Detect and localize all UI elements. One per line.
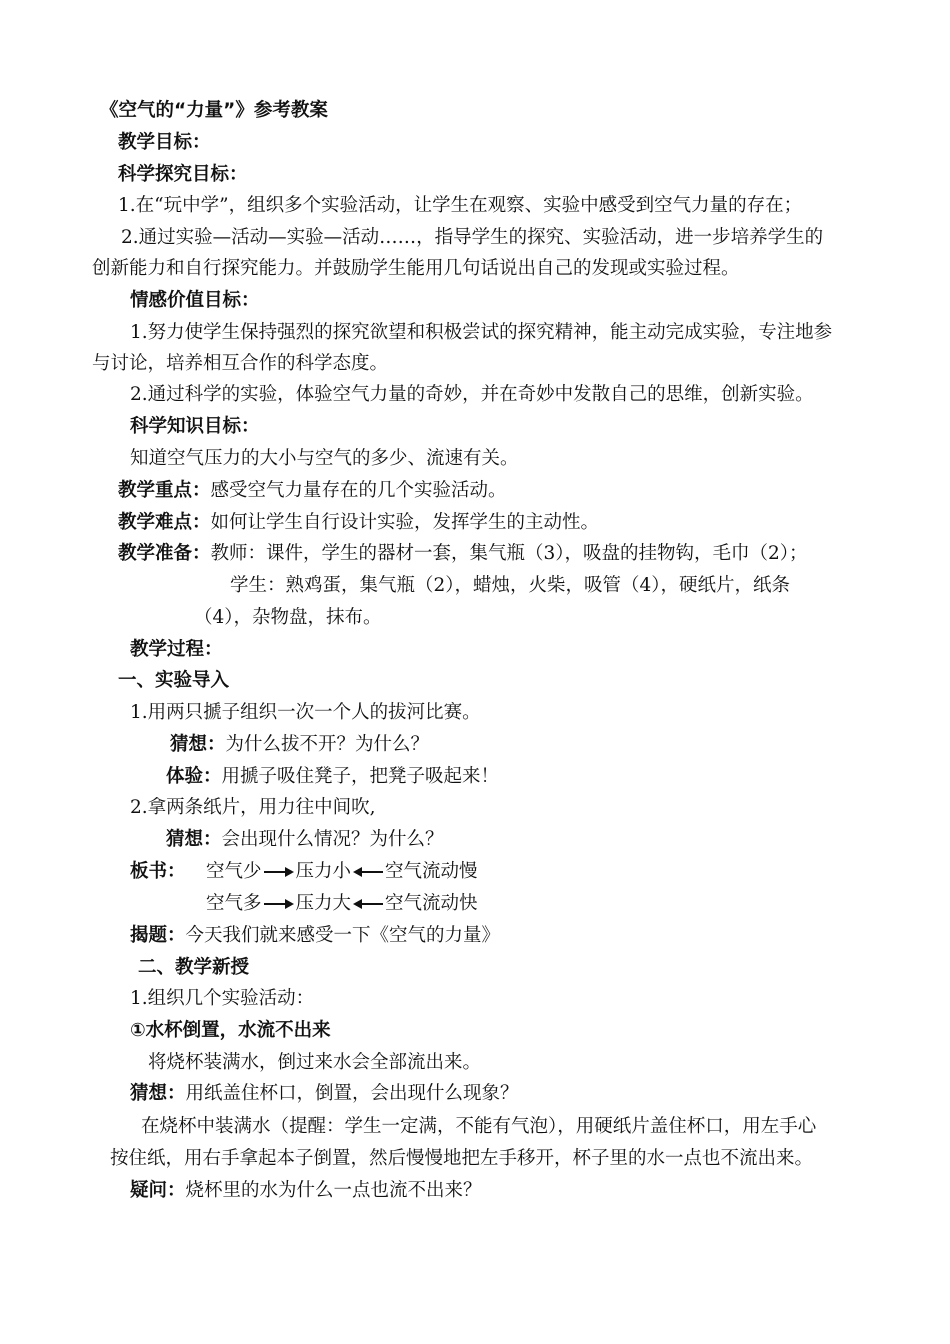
guess-1	[170, 732, 429, 758]
inquiry-item-2-line-1: 2.通过实验—活动—实验—活动……，指导学生的探究、实验活动，进一步培养学生的	[121, 227, 824, 248]
science-inquiry-heading: 科学探究目标：	[118, 164, 248, 185]
reveal-label: 揭题：	[130, 925, 186, 946]
reveal-topic	[130, 923, 500, 949]
emotion-values-heading: 情感价值目标：	[130, 290, 260, 311]
science-knowledge-text: 知道空气压力的大小与空气的多少、流速有关。	[130, 448, 519, 469]
inquiry-item-2-line-2: 创新能力和自行探究能力。并鼓励学生能用几句话说出自己的发现或实验过程。	[92, 258, 740, 279]
board-row-2-right: 空气流动快	[385, 893, 478, 914]
arrow-left-icon	[353, 898, 383, 910]
experience-label: 体验：	[166, 766, 222, 787]
preparation-student-line-2: （4），杂物盘，抹布。	[194, 607, 382, 628]
emotion-item-2: 2.通过科学的实验，体验空气力量的奇妙，并在奇妙中发散自己的思维，创新实验。	[130, 384, 814, 405]
procedure-line-1: 在烧杯中装满水（提醒：学生一定满，不能有气泡），用硬纸片盖住杯口，用左手心	[141, 1116, 817, 1137]
guess-3	[130, 1081, 519, 1107]
procedure-line-2: 按住纸，用右手拿起本子倒置，然后慢慢地把左手移开，杯子里的水一点也不流出来。	[110, 1148, 814, 1169]
section-1-heading: 一、实验导入	[118, 670, 230, 691]
guess-3-text: 用纸盖住杯口，倒置，会出现什么现象？	[185, 1083, 519, 1104]
difficulty-label: 教学难点：	[118, 512, 211, 533]
difficulty	[118, 510, 599, 536]
key-point	[118, 478, 507, 504]
section-1-item-1: 1.用两只搋子组织一次一个人的拔河比赛。	[130, 702, 481, 723]
guess-2-text: 会出现什么情况？为什么？	[221, 829, 444, 850]
activity-1-title: ①水杯倒置，水流不出来	[130, 1020, 331, 1041]
question-label: 疑问：	[130, 1180, 186, 1201]
experience	[166, 764, 499, 790]
arrow-right-icon	[264, 898, 294, 910]
board-row-2-mid: 压力大	[295, 893, 352, 914]
board-row-2	[206, 891, 478, 917]
guess-3-label: 猜想：	[130, 1083, 186, 1104]
science-knowledge-heading: 科学知识目标：	[130, 416, 260, 437]
arrow-right-icon	[264, 866, 294, 878]
activity-1-text: 将烧杯装满水，倒过来水会全部流出来。	[148, 1052, 482, 1073]
board-row-1-left: 空气少	[206, 861, 262, 882]
emotion-item-1-line-1: 1.努力使学生保持强烈的探究欲望和积极尝试的探究精神，能主动完成实验，专注地参	[130, 322, 833, 343]
emotion-item-1-line-2: 与讨论，培养相互合作的科学态度。	[92, 353, 389, 374]
board-row-1	[206, 859, 478, 885]
preparation	[118, 541, 808, 567]
key-point-text: 感受空气力量存在的几个实验活动。	[210, 480, 507, 501]
experience-text: 用搋子吸住凳子，把凳子吸起来！	[221, 766, 500, 787]
guess-2	[166, 827, 444, 853]
preparation-teacher: 教师：课件，学生的器材一套，集气瓶（3），吸盘的挂物钩，毛巾（2）；	[210, 543, 808, 564]
section-2-item-1: 1.组织几个实验活动：	[130, 988, 315, 1009]
board-row-1-right: 空气流动慢	[385, 861, 478, 882]
preparation-label: 教学准备：	[118, 543, 211, 564]
board-label: 板书：	[130, 861, 186, 882]
arrow-left-icon	[353, 866, 383, 878]
inquiry-item-1: 1.在“玩中学”，组织多个实验活动，让学生在观察、实验中感受到空气力量的存在；	[118, 195, 803, 216]
reveal-text: 今天我们就来感受一下《空气的力量》	[185, 925, 501, 946]
process-heading: 教学过程：	[130, 639, 223, 660]
board-row-1-mid: 压力小	[295, 861, 352, 882]
section-2-heading: 二、教学新授	[138, 957, 250, 978]
guess-1-text: 为什么拔不开？为什么？	[225, 734, 430, 755]
guess-1-label: 猜想：	[170, 734, 226, 755]
guess-2-label: 猜想：	[166, 829, 222, 850]
preparation-student-line-1: 学生：熟鸡蛋，集气瓶（2），蜡烛，火柴，吸管（4），硬纸片，纸条	[230, 575, 791, 596]
section-1-item-2: 2.拿两条纸片，用力往中间吹,	[130, 797, 376, 818]
key-point-label: 教学重点：	[118, 480, 211, 501]
difficulty-text: 如何让学生自行设计实验，发挥学生的主动性。	[210, 512, 600, 533]
objectives-heading: 教学目标：	[118, 132, 211, 153]
board-row-2-left: 空气多	[206, 893, 262, 914]
document-title: 《空气的“力量”》参考教案	[100, 100, 328, 121]
question-text: 烧杯里的水为什么一点也流不出来？	[185, 1180, 482, 1201]
question	[130, 1178, 482, 1204]
